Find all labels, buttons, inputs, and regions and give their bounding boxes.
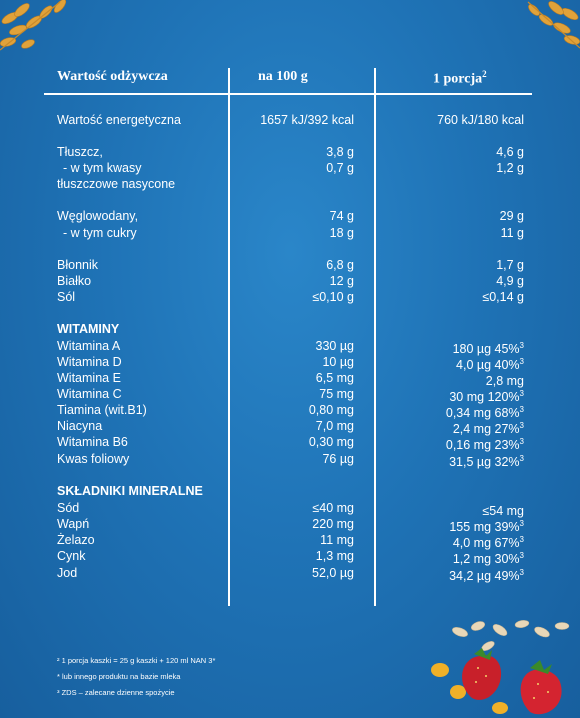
table-row: - w tym cukry 18 g 11 g xyxy=(63,226,524,240)
table-row: Witamina D 10 µg 4,0 µg 40%$^3$ xyxy=(57,355,524,373)
table-row: Sól ≤0,10 g ≤0,14 g xyxy=(57,290,524,304)
footnote-portion: ² 1 porcja kaszki = 25 g kaszki + 120 ml NAN 3* xyxy=(57,656,216,665)
table-row: Wartość energetyczna 1657 kJ/392 kcal 760 kJ/180 kcal xyxy=(57,113,524,127)
header-per-portion: 1 porcja$^2$ xyxy=(433,69,487,87)
table-row: Witamina B6 0,30 mg 0,16 mg 23%$^3$ xyxy=(57,435,524,453)
table-row: Tłuszcz, 3,8 g 4,6 g xyxy=(57,145,524,159)
table-row: Wapń 220 mg 155 mg 39%$^3$ xyxy=(57,517,524,535)
table-row: Witamina E 6,5 mg 2,8 mg xyxy=(57,371,524,389)
table-row: Cynk 1,3 mg 1,2 mg 30%$^3$ xyxy=(57,549,524,567)
header-divider xyxy=(44,93,532,95)
table-row: Białko 12 g 4,9 g xyxy=(57,274,524,288)
table-row: Błonnik 6,8 g 1,7 g xyxy=(57,258,524,272)
table-row: Węglowodany, 74 g 29 g xyxy=(57,209,524,223)
section-title-vitamins: WITAMINY xyxy=(57,322,120,336)
footnote-milk-product: * lub innego produktu na bazie mleka xyxy=(57,672,181,681)
table-row: Jod 52,0 µg 34,2 µg 49%$^3$ xyxy=(57,566,524,584)
section-title-minerals: SKŁADNIKI MINERALNE xyxy=(57,484,203,498)
footnote-zds: ³ ZDS – zalecane dzienne spożycie xyxy=(57,688,175,697)
header-per-100g: na 100 g xyxy=(258,69,308,84)
table-row: Sód ≤40 mg ≤54 mg xyxy=(57,501,524,519)
table-row: Kwas foliowy 76 µg 31,5 µg 32%$^3$ xyxy=(57,452,524,470)
table-row: - w tym kwasy 0,7 g 1,2 g xyxy=(63,161,524,175)
table-row: Witamina C 75 mg 30 mg 120%$^3$ xyxy=(57,387,524,405)
table-row: Witamina A 330 µg 180 µg 45%$^3$ xyxy=(57,339,524,357)
table-row: tłuszczowe nasycone xyxy=(57,177,176,191)
header-nutrition-value: Wartość odżywcza xyxy=(57,69,168,84)
table-row: Niacyna 7,0 mg 2,4 mg 27%$^3$ xyxy=(57,419,524,437)
table-row: Żelazo 11 mg 4,0 mg 67%$^3$ xyxy=(57,533,524,551)
table-row: Tiamina (wit.B1) 0,80 mg 0,34 mg 68%$^3$ xyxy=(57,403,524,421)
